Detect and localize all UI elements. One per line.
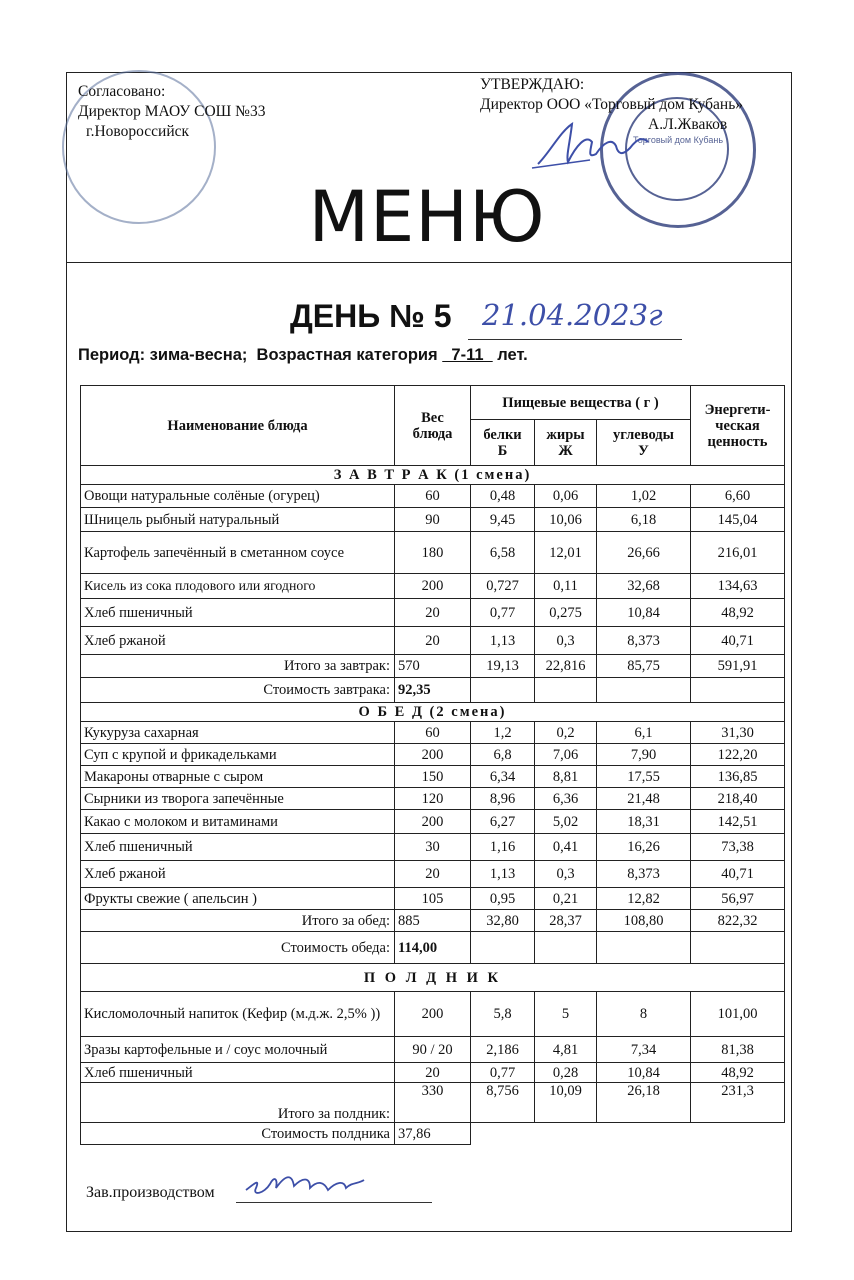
table-row — [81, 888, 785, 910]
dish-name: Хлеб пшеничный — [81, 599, 395, 627]
dish-protein: 6,27 — [471, 810, 535, 834]
dish-fat: 0,06 — [535, 485, 597, 508]
approval-left-line2: Директор МАОУ СОШ №33 — [78, 103, 266, 120]
total-energy: 591,91 — [691, 655, 785, 678]
dish-name: Хлеб ржаной — [81, 861, 395, 888]
dish-carbs: 6,1 — [597, 722, 691, 744]
table-row — [81, 574, 785, 599]
table-row — [81, 485, 785, 508]
dish-protein: 0,48 — [471, 485, 535, 508]
dish-fat: 10,06 — [535, 508, 597, 532]
table-row — [81, 861, 785, 888]
section-title-lunch: О Б Е Д (2 смена) — [81, 703, 785, 722]
cost-label: Стоимость завтрака: — [81, 678, 395, 703]
dish-name: Сырники из творога запечённые — [81, 788, 395, 810]
period-line — [78, 346, 528, 365]
total-row — [81, 910, 785, 932]
company-stamp-text: Торговый дом Кубань — [632, 135, 724, 145]
dish-energy: 40,71 — [691, 861, 785, 888]
header-carbs-line2: У — [638, 442, 649, 459]
date-underline — [468, 339, 682, 340]
header-weight-line1: Вес — [421, 409, 444, 426]
header-fat — [535, 420, 597, 466]
dish-carbs: 26,66 — [597, 532, 691, 574]
total-energy: 231,3 — [691, 1083, 785, 1123]
header-energy-line2: ческая — [715, 417, 760, 434]
table-row — [81, 599, 785, 627]
total-row — [81, 655, 785, 678]
dish-name: Макароны отварные с сыром — [81, 766, 395, 788]
dish-fat: 12,01 — [535, 532, 597, 574]
dish-fat: 0,21 — [535, 888, 597, 910]
cost-value: 37,86 — [395, 1123, 471, 1145]
approval-right-line2: Директор ООО «Торговый дом Кубань» — [480, 96, 744, 113]
total-protein: 8,756 — [471, 1083, 535, 1123]
total-row — [81, 1083, 785, 1123]
day-number: ДЕНЬ № 5 — [290, 298, 452, 334]
dish-carbs: 1,02 — [597, 485, 691, 508]
dish-weight: 180 — [395, 532, 471, 574]
table-row — [81, 810, 785, 834]
header-protein-line2: Б — [497, 442, 508, 459]
dish-energy: 218,40 — [691, 788, 785, 810]
dish-weight: 90 / 20 — [395, 1037, 471, 1063]
dish-name: Какао с молоком и витаминами — [81, 810, 395, 834]
header-carbs — [597, 420, 691, 466]
total-fat: 28,37 — [535, 910, 597, 932]
cost-row — [81, 678, 785, 703]
dish-protein: 0,727 — [471, 574, 535, 599]
header-carbs-line1: углеводы — [613, 426, 674, 443]
table-row — [81, 722, 785, 744]
dish-name: Кисель из сока плодового или ягодного — [81, 574, 395, 599]
title-divider — [66, 262, 792, 263]
dish-carbs: 7,90 — [597, 744, 691, 766]
production-manager-label: Зав.производством — [86, 1184, 215, 1201]
dish-name: Картофель запечённый в сметанном соусе — [81, 532, 395, 574]
dish-weight: 200 — [395, 992, 471, 1037]
table-row — [81, 1037, 785, 1063]
table-row — [81, 627, 785, 655]
table-row — [81, 766, 785, 788]
total-weight: 330 — [395, 1083, 471, 1123]
dish-protein: 1,2 — [471, 722, 535, 744]
dish-energy: 101,00 — [691, 992, 785, 1037]
dish-carbs: 8 — [597, 992, 691, 1037]
approval-right-line1: УТВЕРЖДАЮ: — [480, 76, 585, 93]
dish-name: Фрукты свежие ( апельсин ) — [81, 888, 395, 910]
dish-protein: 2,186 — [471, 1037, 535, 1063]
dish-fat: 7,06 — [535, 744, 597, 766]
dish-carbs: 18,31 — [597, 810, 691, 834]
header-fat-line1: жиры — [546, 426, 585, 443]
dish-protein: 1,16 — [471, 834, 535, 861]
header-weight-line2: блюда — [412, 425, 453, 442]
header-protein-line1: белки — [483, 426, 522, 443]
dish-fat: 0,3 — [535, 627, 597, 655]
dish-fat: 8,81 — [535, 766, 597, 788]
dish-weight: 20 — [395, 599, 471, 627]
total-fat: 22,816 — [535, 655, 597, 678]
section-title-breakfast: З А В Т Р А К (1 смена) — [81, 466, 785, 485]
dish-energy: 216,01 — [691, 532, 785, 574]
total-weight: 570 — [395, 655, 471, 678]
dish-weight: 60 — [395, 485, 471, 508]
dish-name: Кукуруза сахарная — [81, 722, 395, 744]
header-fat-line2: Ж — [558, 442, 573, 459]
dish-carbs: 10,84 — [597, 599, 691, 627]
approval-left-line3: г.Новороссийск — [86, 123, 190, 140]
table-row — [81, 1063, 785, 1083]
dish-energy: 6,60 — [691, 485, 785, 508]
dish-energy: 145,04 — [691, 508, 785, 532]
menu-table — [80, 385, 785, 1145]
approval-right-line3: А.Л.Жваков — [648, 116, 728, 133]
header-dish-name: Наименование блюда — [81, 386, 395, 466]
table-row — [81, 788, 785, 810]
period-suffix: лет. — [492, 346, 528, 364]
dish-carbs: 16,26 — [597, 834, 691, 861]
dish-energy: 134,63 — [691, 574, 785, 599]
dish-protein: 9,45 — [471, 508, 535, 532]
total-label: Итого за полдник: — [81, 1083, 395, 1123]
header-energy — [691, 386, 785, 466]
dish-name: Хлеб пшеничный — [81, 1063, 395, 1083]
dish-energy: 73,38 — [691, 834, 785, 861]
total-carbs: 26,18 — [597, 1083, 691, 1123]
dish-fat: 5 — [535, 992, 597, 1037]
dish-weight: 105 — [395, 888, 471, 910]
dish-carbs: 8,373 — [597, 627, 691, 655]
total-carbs: 108,80 — [597, 910, 691, 932]
dish-protein: 6,8 — [471, 744, 535, 766]
dish-energy: 48,92 — [691, 599, 785, 627]
dish-weight: 20 — [395, 1063, 471, 1083]
dish-energy: 56,97 — [691, 888, 785, 910]
header-energy-line3: ценность — [707, 433, 768, 450]
dish-protein: 1,13 — [471, 627, 535, 655]
dish-energy: 122,20 — [691, 744, 785, 766]
dish-protein: 0,95 — [471, 888, 535, 910]
dish-fat: 6,36 — [535, 788, 597, 810]
dish-energy: 31,30 — [691, 722, 785, 744]
dish-carbs: 32,68 — [597, 574, 691, 599]
dish-carbs: 17,55 — [597, 766, 691, 788]
dish-carbs: 8,373 — [597, 861, 691, 888]
dish-energy: 48,92 — [691, 1063, 785, 1083]
dish-name: Суп с крупой и фрикадельками — [81, 744, 395, 766]
approval-left-line1: Согласовано: — [78, 83, 166, 100]
dish-fat: 4,81 — [535, 1037, 597, 1063]
dish-weight: 20 — [395, 861, 471, 888]
dish-weight: 200 — [395, 744, 471, 766]
dish-protein: 8,96 — [471, 788, 535, 810]
cost-row — [81, 932, 785, 964]
dish-name: Хлеб ржаной — [81, 627, 395, 655]
handwritten-date: 21.04.2023г — [482, 298, 663, 332]
dish-name: Кисломолочный напиток (Кефир (м.д.ж. 2,5% )) — [81, 992, 395, 1037]
dish-fat: 5,02 — [535, 810, 597, 834]
table-row — [81, 834, 785, 861]
dish-weight: 90 — [395, 508, 471, 532]
manager-signature — [240, 1160, 390, 1204]
dish-protein: 1,13 — [471, 861, 535, 888]
dish-carbs: 10,84 — [597, 1063, 691, 1083]
dish-weight: 60 — [395, 722, 471, 744]
page-title: МЕНЮ — [308, 176, 546, 258]
age-category: 7-11 — [442, 346, 493, 364]
dish-protein: 5,8 — [471, 992, 535, 1037]
dish-fat: 0,2 — [535, 722, 597, 744]
dish-weight: 200 — [395, 574, 471, 599]
dish-weight: 150 — [395, 766, 471, 788]
dish-name: Зразы картофельные и / соус молочный — [81, 1037, 395, 1063]
total-label: Итого за завтрак: — [81, 655, 395, 678]
approval-block-left — [78, 82, 265, 142]
header-energy-line1: Энергети- — [704, 401, 771, 418]
header-protein — [471, 420, 535, 466]
section-title-snack: П О Л Д Н И К — [81, 964, 785, 992]
dish-energy: 142,51 — [691, 810, 785, 834]
total-weight: 885 — [395, 910, 471, 932]
dish-fat: 0,11 — [535, 574, 597, 599]
cost-label: Стоимость обеда: — [81, 932, 395, 964]
dish-fat: 0,3 — [535, 861, 597, 888]
table-row — [81, 532, 785, 574]
total-fat: 10,09 — [535, 1083, 597, 1123]
dish-carbs: 7,34 — [597, 1037, 691, 1063]
cost-row — [81, 1123, 785, 1145]
cost-label: Стоимость полдника — [81, 1123, 395, 1145]
dish-fat: 0,41 — [535, 834, 597, 861]
dish-energy: 81,38 — [691, 1037, 785, 1063]
table-row — [81, 992, 785, 1037]
dish-carbs: 6,18 — [597, 508, 691, 532]
dish-name: Шницель рыбный натуральный — [81, 508, 395, 532]
dish-energy: 40,71 — [691, 627, 785, 655]
total-label: Итого за обед: — [81, 910, 395, 932]
dish-protein: 0,77 — [471, 1063, 535, 1083]
header-weight — [395, 386, 471, 466]
total-protein: 32,80 — [471, 910, 535, 932]
dish-weight: 30 — [395, 834, 471, 861]
period-label: Период: зима-весна; Возрастная категория — [78, 346, 443, 364]
dish-weight: 20 — [395, 627, 471, 655]
table-row — [81, 508, 785, 532]
table-row — [81, 744, 785, 766]
total-carbs: 85,75 — [597, 655, 691, 678]
dish-fat: 0,28 — [535, 1063, 597, 1083]
total-energy: 822,32 — [691, 910, 785, 932]
dish-protein: 6,34 — [471, 766, 535, 788]
dish-name: Овощи натуральные солёные (огурец) — [81, 485, 395, 508]
dish-energy: 136,85 — [691, 766, 785, 788]
dish-weight: 120 — [395, 788, 471, 810]
director-signature — [530, 112, 660, 176]
dish-carbs: 12,82 — [597, 888, 691, 910]
dish-protein: 6,58 — [471, 532, 535, 574]
dish-weight: 200 — [395, 810, 471, 834]
total-protein: 19,13 — [471, 655, 535, 678]
header-nutrients: Пищевые вещества ( г ) — [471, 386, 691, 420]
cost-value: 92,35 — [395, 678, 471, 703]
cost-value: 114,00 — [395, 932, 471, 964]
dish-carbs: 21,48 — [597, 788, 691, 810]
dish-fat: 0,275 — [535, 599, 597, 627]
dish-protein: 0,77 — [471, 599, 535, 627]
dish-name: Хлеб пшеничный — [81, 834, 395, 861]
